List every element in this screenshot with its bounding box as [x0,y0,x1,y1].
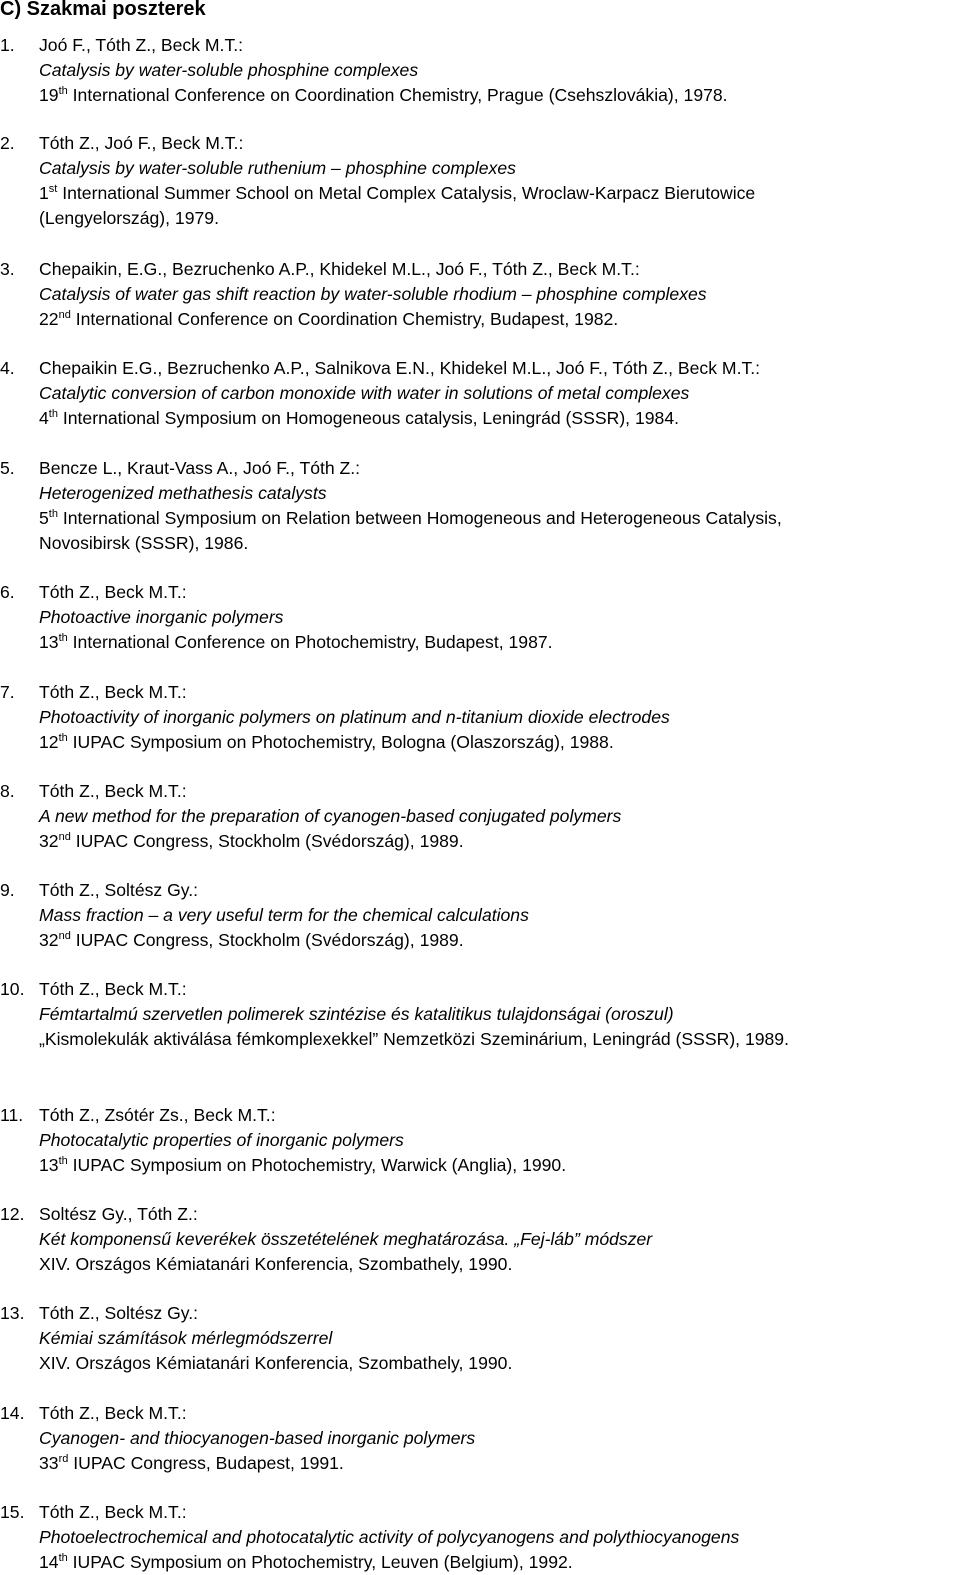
entry-body [39,580,960,655]
poster-entry [0,1202,960,1277]
poster-entry [0,580,960,655]
entry-venue [39,1252,960,1277]
entry-authors: Chepaikin, E.G., Bezruchenko A.P., Khidekel M.L., Joó F., Tóth Z., Beck M.T.: [39,259,640,279]
entry-body [39,878,960,953]
entry-body [39,680,960,755]
entry-authors: Tóth Z., Soltész Gy.: [39,1303,199,1323]
poster-entry [0,977,960,1052]
entry-body [39,779,960,854]
poster-entry [0,680,960,755]
entry-body [39,1500,960,1575]
venue-text: 22 [39,309,59,329]
entry-venue [39,1153,960,1178]
poster-entry [0,1301,960,1376]
ordinal-suffix: th [58,85,68,97]
entry-authors: Tóth Z., Beck M.T.: [39,1502,187,1522]
entry-title: Photoelectrochemical and photocatalytic activity of polycyanogens and polythiocyanogens [39,1527,740,1547]
entry-number: 3. [0,259,15,279]
entry-number: 7. [0,682,15,702]
poster-entry [0,1500,960,1575]
entry-body [39,131,960,231]
entry-venue [39,829,960,854]
venue-text: 13 [39,1155,59,1175]
poster-entry [0,33,960,108]
entry-authors: Tóth Z., Beck M.T.: [39,1403,187,1423]
ordinal-suffix: rd [58,1453,69,1465]
venue-text: 32 [39,831,59,851]
ordinal-suffix: st [48,183,58,195]
ordinal-suffix: th [48,508,58,520]
venue-text: 12 [39,732,59,752]
entry-venue [39,206,960,231]
entry-number: 5. [0,458,15,478]
entry-number: 8. [0,781,15,801]
entry-title: A new method for the preparation of cyanogen-based conjugated polymers [39,806,622,826]
entry-body [39,456,960,556]
entry-number: 11. [0,1105,24,1125]
venue-text: 14 [39,1552,59,1572]
entry-authors: Joó F., Tóth Z., Beck M.T.: [39,35,244,55]
poster-entry [0,356,960,431]
entry-venue [39,307,960,332]
entry-body [39,257,960,332]
entry-authors: Bencze L., Kraut-Vass A., Joó F., Tóth Z.: [39,458,361,478]
entry-title: Catalysis by water-soluble phosphine complexes [39,60,419,80]
poster-entry [0,1103,960,1178]
entry-venue [39,630,960,655]
ordinal-suffix: th [58,1155,68,1167]
venue-text: 32 [39,930,59,950]
entry-authors: Tóth Z., Beck M.T.: [39,682,187,702]
poster-entry [0,779,960,854]
entry-body [39,33,960,108]
entry-venue [39,83,960,108]
venue-text: International Conference on Coordination Chemistry, Prague (Csehszlovákia), 1978. [67,85,728,105]
entry-number: 6. [0,582,15,602]
entry-number: 1. [0,35,15,55]
venue-text: XIV. Országos Kémiatanári Konferencia, Szombathely, 1990. [39,1254,513,1274]
venue-text: International Symposium on Homogeneous catalysis, Leningrád (SSSR), 1984. [57,408,679,428]
entry-title: Catalytic conversion of carbon monoxide with water in solutions of metal complexes [39,383,690,403]
entry-title: Photoactive inorganic polymers [39,607,284,627]
poster-entry [0,257,960,332]
ordinal-suffix: nd [58,831,71,843]
ordinal-suffix: th [58,1552,68,1564]
venue-text: (Lengyelország), 1979. [39,208,219,228]
entry-venue [39,928,960,953]
venue-text: IUPAC Congress, Stockholm (Svédország), 1989. [70,930,464,950]
venue-text: 19 [39,85,59,105]
entry-authors: Soltész Gy., Tóth Z.: [39,1204,198,1224]
venue-text: 33 [39,1453,59,1473]
ordinal-suffix: th [58,632,68,644]
venue-text: XIV. Országos Kémiatanári Konferencia, Szombathely, 1990. [39,1353,513,1373]
venue-text: 13 [39,632,59,652]
venue-text: IUPAC Symposium on Photochemistry, Bologna (Olaszország), 1988. [67,732,614,752]
venue-text: International Symposium on Relation between Homogeneous and Heterogeneous Catalysis, [57,508,782,528]
poster-entry [0,131,960,231]
venue-text: IUPAC Congress, Stockholm (Svédország), 1989. [70,831,464,851]
venue-text: International Summer School on Metal Complex Catalysis, Wroclaw-Karpacz Bierutowice [57,183,756,203]
venue-text: 1 [39,183,49,203]
venue-text: Novosibirsk (SSSR), 1986. [39,533,249,553]
venue-text: 5 [39,508,49,528]
entry-title: Fémtartalmú szervetlen polimerek szintézise és katalitikus tulajdonságai (oroszul) [39,1004,674,1024]
entry-venue [39,730,960,755]
entry-title: Két komponensű keverékek összetételének meghatározása. „Fej-láb” módszer [39,1229,653,1249]
entry-body [39,1103,960,1178]
venue-text: 4 [39,408,49,428]
ordinal-suffix: th [48,408,58,420]
entry-venue [39,406,960,431]
entry-title: Cyanogen- and thiocyanogen-based inorganic polymers [39,1428,476,1448]
entry-number: 9. [0,880,15,900]
entry-authors: Tóth Z., Beck M.T.: [39,582,187,602]
entry-venue [39,1550,960,1575]
entry-body [39,977,960,1052]
entry-number: 14. [0,1403,25,1423]
entry-number: 4. [0,358,15,378]
entry-body [39,1301,960,1376]
entry-venue [39,1451,960,1476]
entry-authors: Tóth Z., Zsótér Zs., Beck M.T.: [39,1105,276,1125]
entry-venue [39,1351,960,1376]
entry-number: 2. [0,133,15,153]
entry-authors: Tóth Z., Joó F., Beck M.T.: [39,133,244,153]
ordinal-suffix: nd [58,930,71,942]
poster-entry [0,878,960,953]
entry-title: Catalysis of water gas shift reaction by water-soluble rhodium – phosphine complexes [39,284,707,304]
entry-venue [39,1027,960,1052]
entry-number: 15. [0,1502,25,1522]
entry-authors: Tóth Z., Beck M.T.: [39,781,187,801]
venue-text: IUPAC Symposium on Photochemistry, Leuven (Belgium), 1992. [67,1552,573,1572]
ordinal-suffix: nd [58,309,71,321]
entry-title: Kémiai számítások mérlegmódszerrel [39,1328,333,1348]
venue-text: International Conference on Coordination Chemistry, Budapest, 1982. [70,309,619,329]
poster-entry [0,1401,960,1476]
venue-text: IUPAC Congress, Budapest, 1991. [68,1453,344,1473]
entry-title: Mass fraction – a very useful term for the chemical calculations [39,905,529,925]
entry-authors: Tóth Z., Beck M.T.: [39,979,187,999]
entry-number: 12. [0,1204,25,1224]
entry-title: Heterogenized methathesis catalysts [39,483,327,503]
entry-title: Photoactivity of inorganic polymers on platinum and n-titanium dioxide electrodes [39,707,670,727]
entry-title: Catalysis by water-soluble ruthenium – phosphine complexes [39,158,516,178]
poster-entry [0,456,960,556]
entry-number: 10. [0,979,25,999]
entry-authors: Chepaikin E.G., Bezruchenko A.P., Salnikova E.N., Khidekel M.L., Joó F., Tóth Z., Beck M.T.: [39,358,761,378]
entry-body [39,1401,960,1476]
venue-text: „Kismolekulák aktiválása fémkomplexekkel” Nemzetközi Szeminárium, Leningrád (SSSR), 1989. [39,1029,789,1049]
ordinal-suffix: th [58,732,68,744]
entry-body [39,356,960,431]
venue-text: IUPAC Symposium on Photochemistry, Warwick (Anglia), 1990. [67,1155,567,1175]
entry-authors: Tóth Z., Soltész Gy.: [39,880,199,900]
entry-body [39,1202,960,1277]
entry-title: Photocatalytic properties of inorganic polymers [39,1130,404,1150]
entry-venue [39,531,960,556]
entry-number: 13. [0,1303,25,1323]
entry-venue [39,181,960,206]
venue-text: International Conference on Photochemistry, Budapest, 1987. [67,632,553,652]
entry-venue [39,506,960,531]
section-heading: C) Szakmai poszterek [0,0,206,20]
